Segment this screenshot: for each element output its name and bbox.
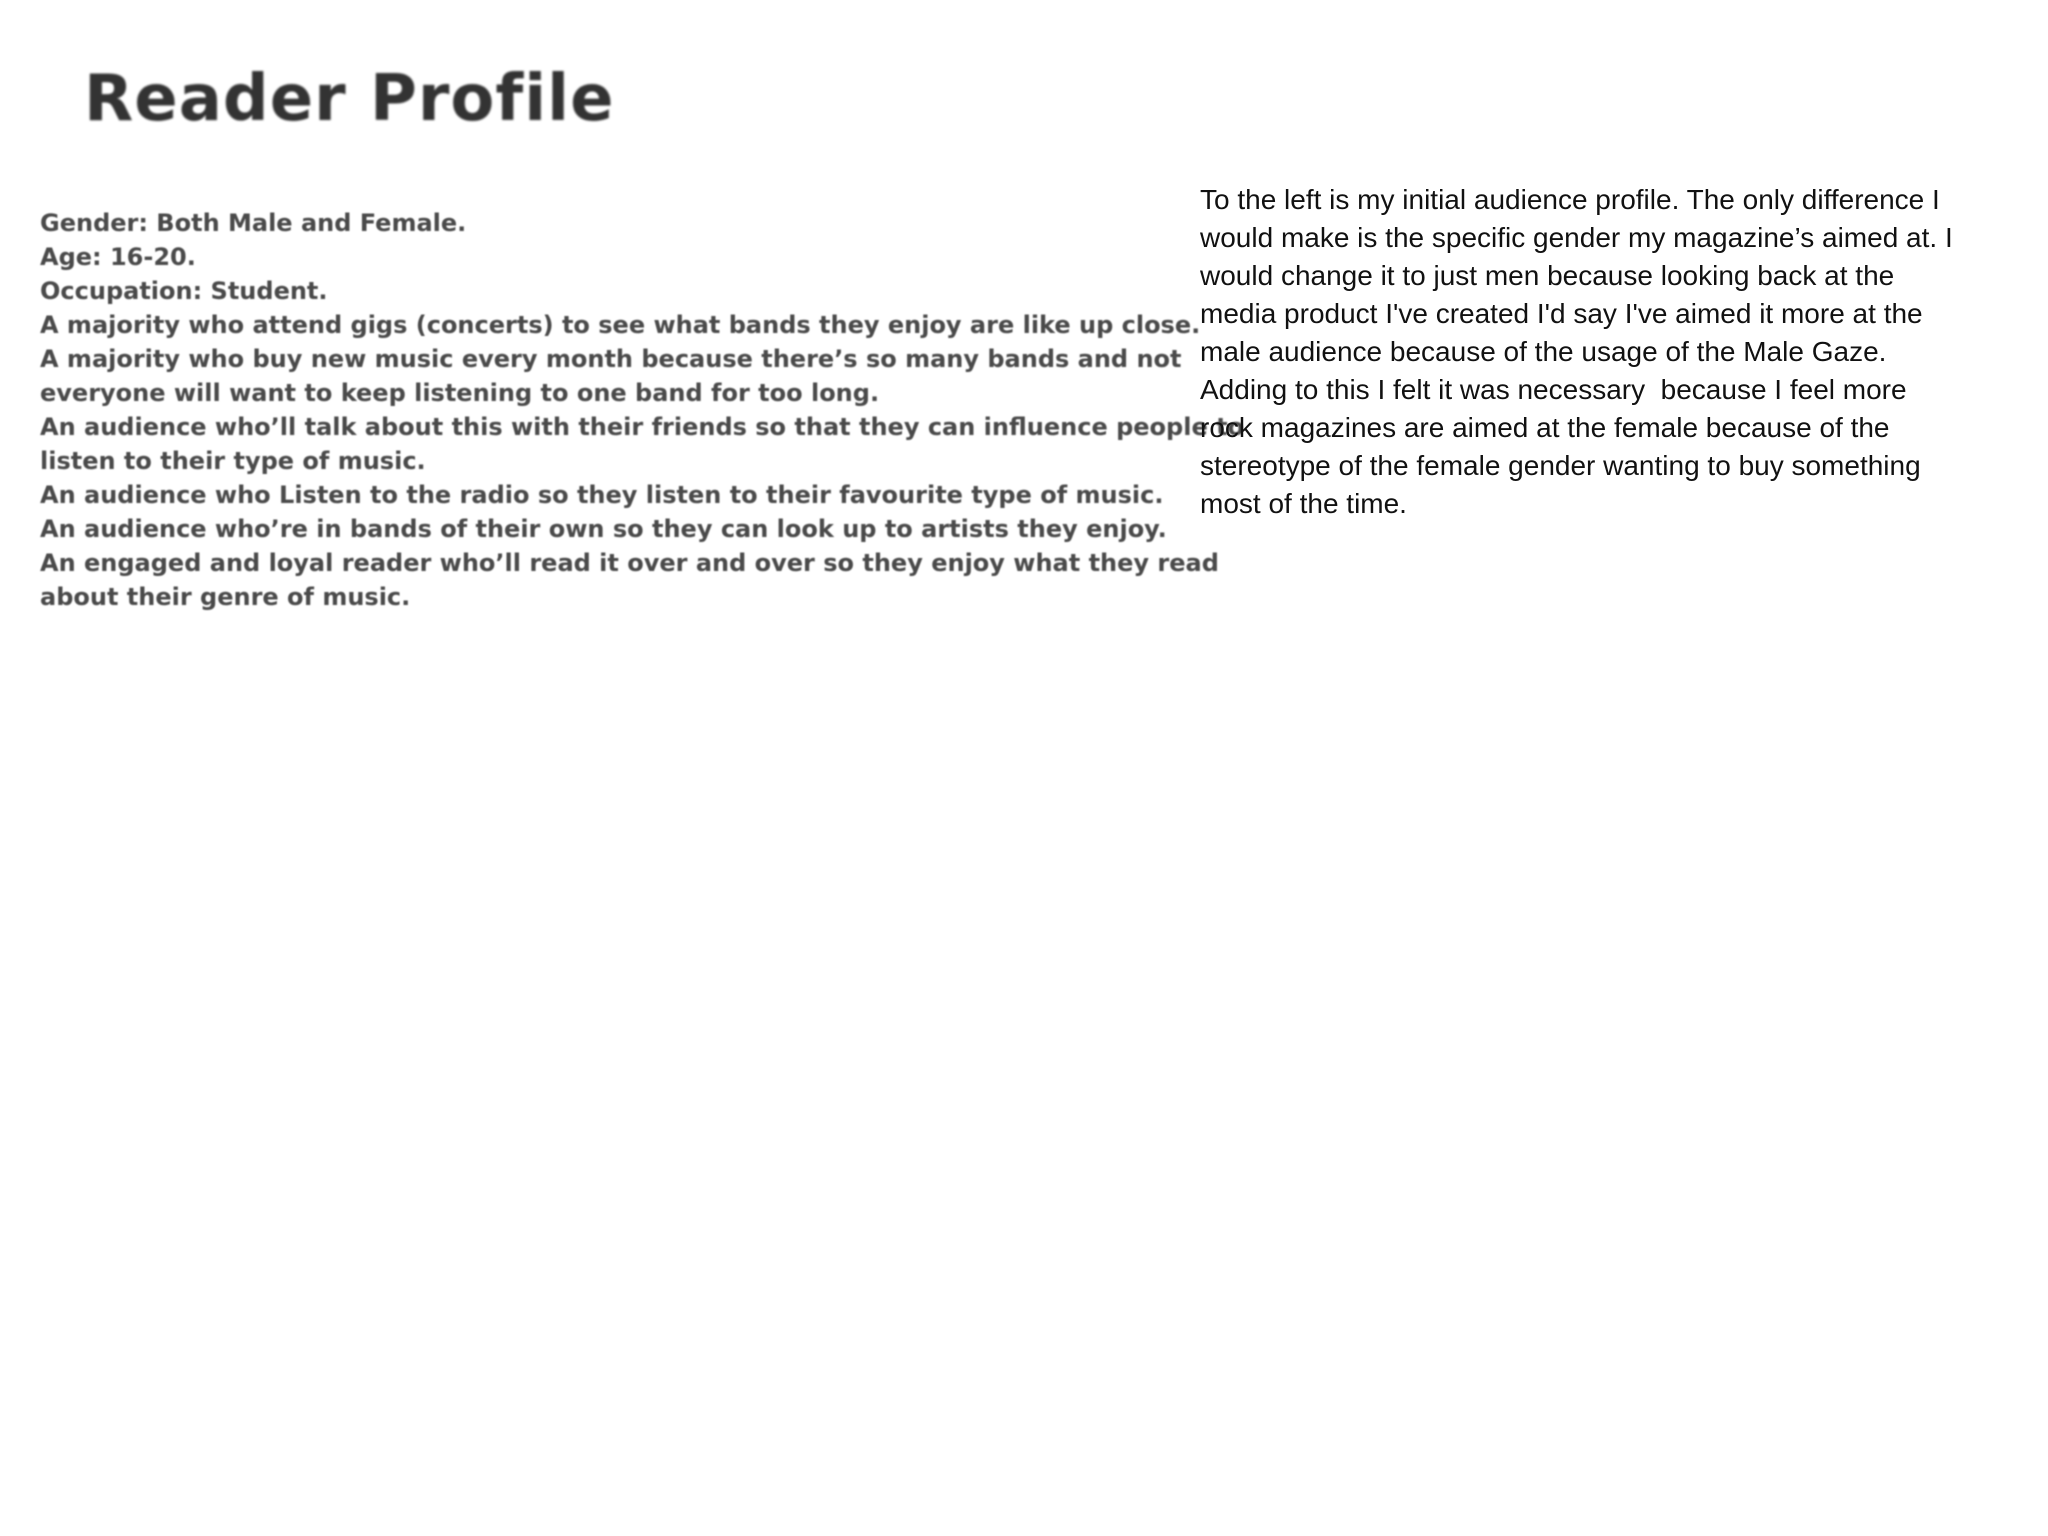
commentary-line: would make is the specific gender my magazine’s aimed at. I: [1200, 222, 1953, 253]
profile-line: An engaged and loyal reader who’ll read it over and over so they enjoy what they read: [40, 549, 1219, 577]
commentary-line: rock magazines are aimed at the female because of the: [1200, 412, 1890, 443]
profile-line: about their genre of music.: [40, 583, 411, 611]
profile-line: An audience who Listen to the radio so they listen to their favourite type of music.: [40, 481, 1164, 509]
profile-line: An audience who’ll talk about this with their friends so that they can influence people to: [40, 413, 1245, 441]
commentary-line: male audience because of the usage of the Male Gaze.: [1200, 336, 1887, 367]
commentary-text: [1200, 181, 2000, 523]
profile-line: Gender: Both Male and Female.: [40, 209, 467, 237]
profile-line: Occupation: Student.: [40, 277, 328, 305]
profile-line: everyone will want to keep listening to one band for too long.: [40, 379, 880, 407]
commentary-line: stereotype of the female gender wanting to buy something: [1200, 450, 1921, 481]
profile-line: A majority who attend gigs (concerts) to see what bands they enjoy are like up close.: [40, 311, 1201, 339]
commentary-line: most of the time.: [1200, 488, 1407, 519]
profile-line: listen to their type of music.: [40, 447, 426, 475]
commentary-line: To the left is my initial audience profile. The only difference I: [1200, 184, 1940, 215]
profile-line: A majority who buy new music every month because there’s so many bands and not: [40, 345, 1182, 373]
commentary-line: media product I've created I'd say I've aimed it more at the: [1200, 298, 1923, 329]
profile-line: Age: 16-20.: [40, 243, 196, 271]
commentary-line: would change it to just men because looking back at the: [1200, 260, 1895, 291]
profile-line: An audience who’re in bands of their own so they can look up to artists they enjoy.: [40, 515, 1167, 543]
commentary-line: Adding to this I felt it was necessary because I feel more: [1200, 374, 1907, 405]
slide-title: Reader Profile: [84, 62, 615, 136]
reader-profile-image: [40, 206, 1245, 616]
